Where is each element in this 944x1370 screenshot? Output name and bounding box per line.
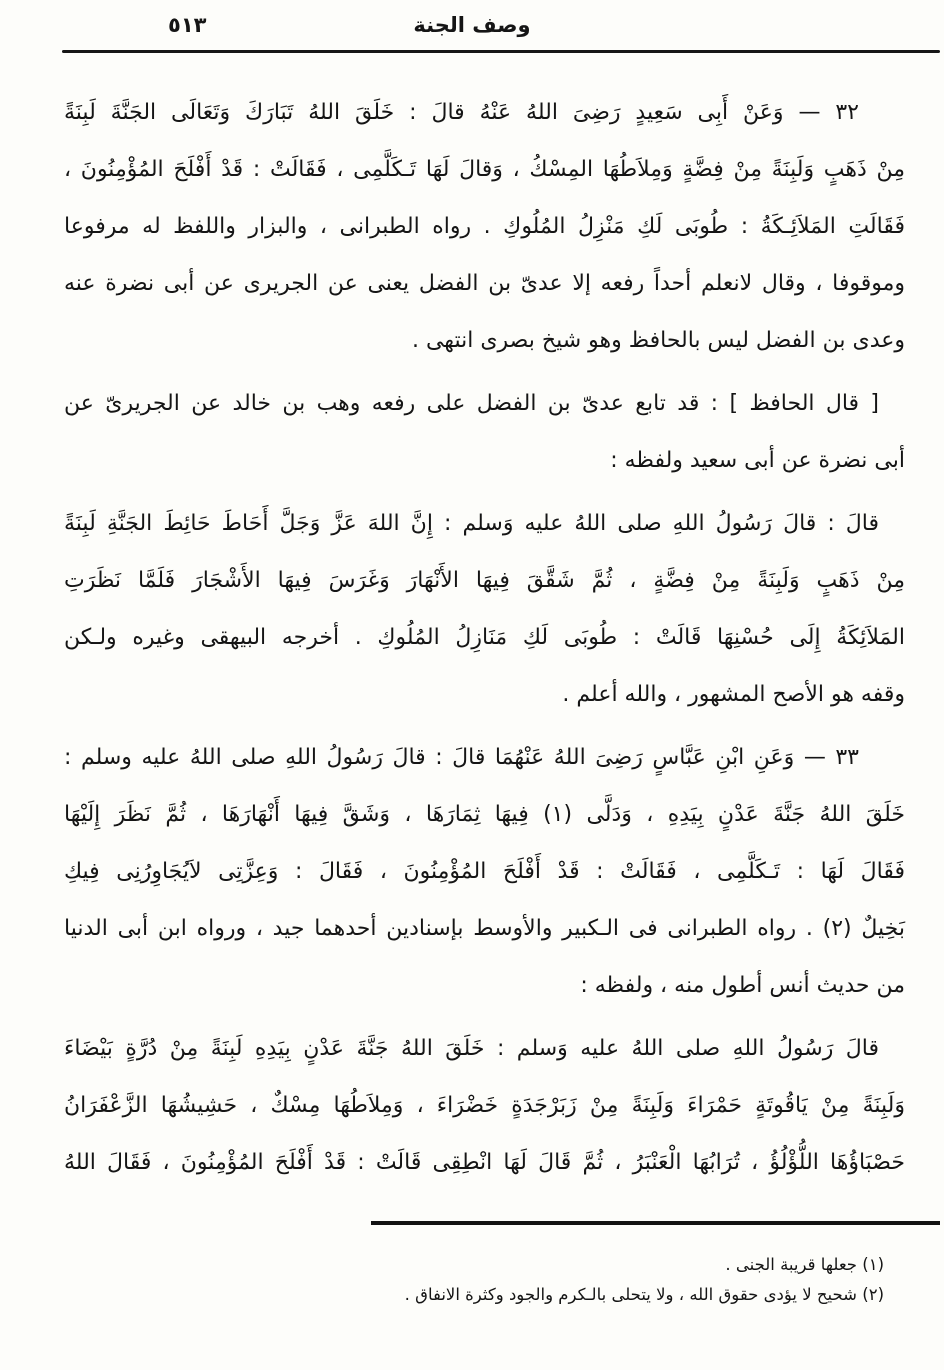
text-line: وموقوفا ، وقال لانعلم أحداً رفعه إلا عدىّ بن الفضل يعنى عن الجريرى عن أبى نضرة عنه [64,271,905,296]
page-body [64,84,905,1197]
text-line: [ قال الحافظ ] : قد تابع عدىّ بن الفضل على رفعه وهب بن خالد عن الجريرىّ عن [64,391,879,416]
text-line: وعدى بن الفضل ليس بالحافظ وهو شيخ بصرى انتهى . [411,328,905,353]
text-line: مِنْ ذَهَبٍ وَلَبِنَةً مِنْ فِضَّةٍ ، ثُمَّ شَقَّقَ فِيهَا الأَنْهَارَ وَغَرَسَ فِيهَا الأَشْجَارَ فَلَمَّا نَظَرَتِ [64,568,905,593]
page-number: ٥١٣ [168,13,207,37]
hadith-32-paragraph [64,84,905,369]
text-line: من حديث أنس أطول منه ، ولفظه : [580,973,905,998]
footnote-2: (٢) شحيح لا يؤدى حقوق الله ، ولا يتحلى بالـكرم والجود وكثرة الانفاق . [404,1285,884,1304]
text-line: ٣٣ — وَعَنِ ابْنِ عَبَّاسٍ رَضِىَ اللهُ عَنْهُمَا قالَ : قالَ رَسُولُ اللهِ صلى اللهُ عليه وسلم : [64,745,859,770]
text-line: وَلَبِنَةً مِنْ يَاقُوتَةٍ حَمْرَاءَ وَلَبِنَةً مِنْ زَبَرْجَدَةٍ خَضْرَاءَ ، وَمِلاَطُهَا مِسْكٌ ، حَشِيشُهَا الزَّعْفَرَانُ [64,1093,905,1118]
hadith-32-variant-paragraph [64,495,905,723]
text-line: قالَ رَسُولُ اللهِ صلى اللهُ عليه وَسلم : خَلَقَ اللهُ جَنَّةَ عَدْنٍ بِيَدِهِ لَبِنَةً مِنْ دُرَّةٍ بَيْضَاءَ [64,1036,879,1061]
text-line: خَلَقَ اللهُ جَنَّةَ عَدْنٍ بِيَدِهِ ، وَدَلَّى (١) فِيهَا ثِمَارَهَا ، وَشَقَّ فِيهَا أَنْهَارَهَا ، ثُمَّ نَظَرَ إِلَيْهَا [64,802,906,827]
hadith-33-paragraph [64,729,905,1014]
text-line: ٣٢ — وَعَنْ أَبِى سَعِيدٍ رَضِىَ اللهُ عَنْهُ قالَ : خَلَقَ اللهُ تَبَارَكَ وَتَعَالَى الجَنَّةَ لَبِنَةً [64,100,859,125]
text-line: فَقَالَتِ المَلاَئِـكَةُ : طُوبَى لَكِ مَنْزِلُ المُلُوكِ . رواه الطبرانى ، والبزار واللفظ له مرفوعا [64,214,905,239]
text-line: بَخِيلٌ (٢) . رواه الطبرانى فى الـكبير والأوسط بإسنادين أحدهما جيد ، ورواه ابن أبى الدنيا [64,916,905,941]
text-line: أبى نضرة عن أبى سعيد ولفظه : [610,448,905,473]
footnote-1: (١) جعلها قريبة الجنى . [725,1255,884,1274]
hadith-33-variant-paragraph [64,1020,905,1191]
footnotes-section [64,1250,884,1310]
text-line: مِنْ ذَهَبٍ وَلَبِنَةً مِنْ فِضَّةٍ وَمِلاَطُهَا المِسْكُ ، وَقالَ لَهَا تَـكَلَّمِى ، فَقَالَتْ : قَدْ أَفْلَحَ المُؤْمِنُونَ ، [64,157,905,182]
text-line: قالَ : قالَ رَسُولُ اللهِ صلى اللهُ عليه وَسلم : إِنَّ اللهَ عَزَّ وَجَلَّ أَحَاطَ حَائِطَ الجَنَّةِ لَبِنَةً [64,511,879,536]
text-line: المَلاَئِكَةُ إِلَى حُسْنِهَا قَالَتْ : طُوبَى لَكِ مَنَازِلُ المُلُوكِ . أخرجه البيهقى وغيره ولـكن [64,625,905,650]
hafiz-comment-paragraph [64,375,905,489]
footnote-rule [371,1221,940,1225]
page-title: وصف الجنة [413,13,531,37]
header-rule [62,50,940,53]
text-line: فَقَالَ لَهَا : تَـكَلَّمِى ، فَقَالَتْ : قَدْ أَفْلَحَ المُؤْمِنُونَ ، فَقَالَ : وَعِزَّتِى لاَيُجَاوِرُنِى فِيكِ [64,859,905,884]
text-line: وقفه هو الأصح المشهور ، والله أعلم . [562,682,905,707]
text-line: حَصْبَاؤُهَا اللُّؤْلُؤُ ، تُرَابُهَا الْعَنْبَرُ ، ثُمَّ قَالَ لَهَا انْطِقِى قَالَتْ : قَدْ أَفْلَحَ المُؤْمِنُونَ ، فَقَالَ اللهُ [64,1150,905,1175]
